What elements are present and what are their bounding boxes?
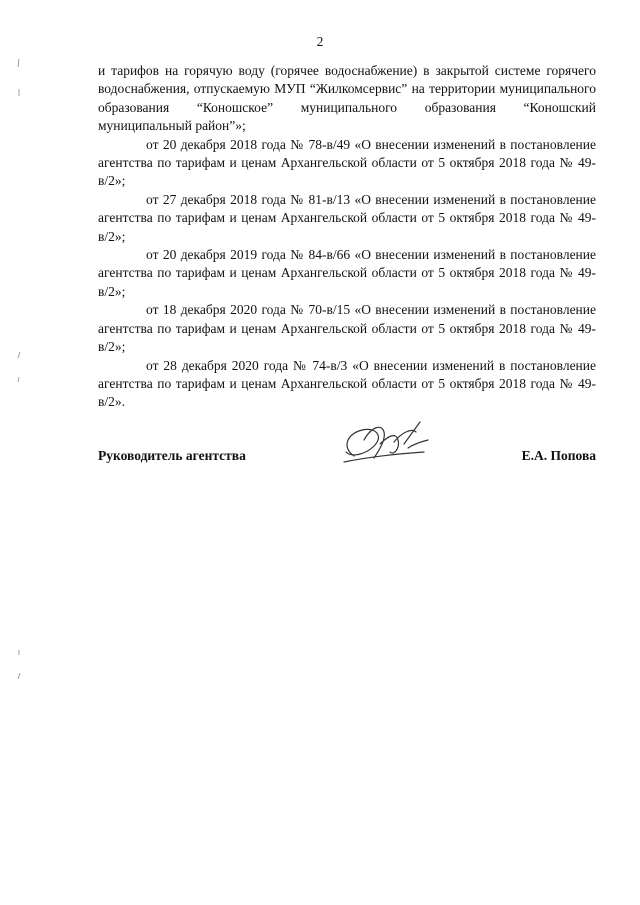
scan-mark	[16, 648, 22, 658]
paragraph-item: от 28 декабря 2020 года № 74-в/3 «О внесении изменений в постановление агентства по тарифам и ценам Архангельской области от 5 октября 2018 года № 49-в/2».	[98, 357, 596, 410]
scan-mark	[16, 672, 22, 682]
document-body	[98, 62, 596, 412]
paragraph-continuation: и тарифов на горячую воду (горячее водоснабжение) в закрытой системе горячего водоснабжения, отпускаемую МУП “Жилкомсервис” на территории муниципального образования “Коношское” муниципального образования “Коношский муниципальный район”»;	[98, 63, 596, 134]
page-number: 2	[316, 34, 324, 49]
signatory-role: Руководитель агентства	[98, 448, 246, 463]
handwritten-signature	[324, 418, 434, 478]
signatory-name: Е.А. Попова	[521, 448, 596, 463]
paragraph-item: от 18 декабря 2020 года № 70-в/15 «О внесении изменений в постановление агентства по тарифам и ценам Архангельской области от 5 октября 2018 года № 49-в/2»;	[98, 302, 596, 355]
scan-mark	[16, 58, 22, 68]
scan-mark	[16, 350, 22, 360]
paragraph-item: от 20 декабря 2019 года № 84-в/66 «О внесении изменений в постановление агентства по тарифам и ценам Архангельской области от 5 октября 2018 года № 49-в/2»;	[98, 247, 596, 299]
scan-mark	[16, 376, 22, 386]
paragraph-item: от 27 декабря 2018 года № 81-в/13 «О внесении изменений в постановление агентства по тарифам и ценам Архангельской области от 5 октября 2018 года № 49-в/2»;	[98, 191, 596, 244]
signature-block	[98, 446, 596, 470]
paragraph-item: от 20 декабря 2018 года № 78-в/49 «О внесении изменений в постановление агентства по тарифам и ценам Архангельской области от 5 октября 2018 года № 49-в/2»;	[98, 136, 596, 189]
scan-mark	[16, 88, 22, 98]
